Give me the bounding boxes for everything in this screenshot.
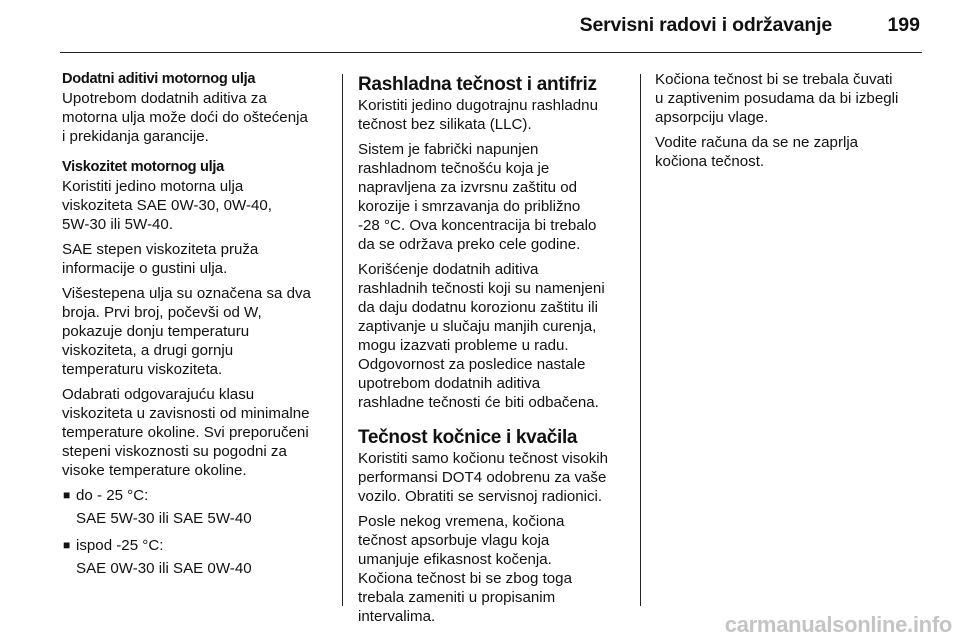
column-2: [358, 74, 630, 632]
text-line: vozilo. Obratiti se servisnoj radionici.: [358, 488, 603, 505]
square-bullet-icon: ■: [63, 538, 71, 552]
list-item: [62, 536, 334, 555]
bullet-label: ispod -25 °C:: [76, 537, 164, 554]
text-line: zaptivanje u slučaju manjih curenja,: [358, 318, 597, 335]
column-1: [62, 70, 334, 586]
text-line: Vodite računa da se ne zaprlja: [655, 134, 859, 151]
text-line: da daju dodatnu korozionu zaštitu ili: [358, 299, 598, 316]
text-line: tečnost apsorbuje vlagu koja: [358, 532, 550, 549]
text-line: performansi DOT4 odobrenu za vaše: [358, 469, 607, 486]
text-line: Koristiti samo kočionu tečnost visokih: [358, 450, 608, 467]
text-line: rashladnih tečnosti koji su namenjeni: [358, 280, 605, 297]
text-line: Višestepena ulja su označena sa dva: [62, 285, 311, 302]
text-line: umanjuje efikasnost kočenja.: [358, 551, 552, 568]
page-number: 199: [887, 14, 920, 36]
text-line: trebala zameniti u propisanim: [358, 589, 556, 606]
paragraph: [358, 140, 630, 254]
text-line: tečnost bez silikata (LLC).: [358, 116, 532, 133]
paragraph: [358, 96, 630, 134]
text-line: upotrebom dodatnih aditiva: [358, 375, 541, 392]
text-line: kočiona tečnost.: [655, 153, 765, 170]
text-line: Korišćenje dodatnih aditiva: [358, 261, 539, 278]
paragraph: [655, 70, 925, 127]
text-line: apsorpciju vlage.: [655, 109, 769, 126]
paragraph: [62, 177, 334, 234]
text-line: motorna ulja može doći do oštećenja: [62, 109, 308, 126]
text-line: u zaptivenim posudama da bi izbegli: [655, 90, 899, 107]
section-heading-oil-additives: Dodatni aditivi motornog ulja: [62, 71, 256, 87]
paragraph: [358, 260, 630, 412]
text-line: -28 °C. Ova koncentracija bi trebalo: [358, 217, 597, 234]
section-heading-oil-viscosity: Viskozitet motornog ulja: [62, 159, 224, 175]
text-line: Koristiti jedino motorna ulja: [62, 178, 244, 195]
bullet-value: SAE 0W-30 ili SAE 0W-40: [76, 560, 252, 577]
text-line: viskoziteta u zavisnosti od minimalne: [62, 405, 310, 422]
text-line: Odabrati odgovarajuću klasu: [62, 386, 255, 403]
text-line: temperaturu viskoziteta.: [62, 361, 223, 378]
text-line: Koristiti jedino dugotrajnu rashladnu: [358, 97, 598, 114]
text-line: Odgovornost za posledice nastale: [358, 356, 586, 373]
text-line: Sistem je fabrički napunjen: [358, 141, 539, 158]
text-line: rashladnom tečnošću koja je: [358, 160, 550, 177]
paragraph: [655, 133, 925, 171]
text-line: Upotrebom dodatnih aditiva za: [62, 90, 267, 107]
text-line: informacije o gustini ulja.: [62, 260, 228, 277]
text-line: mogu izazvati probleme u radu.: [358, 337, 569, 354]
paragraph: [358, 449, 630, 506]
text-line: pokazuje donju temperaturu: [62, 323, 250, 340]
section-heading-coolant: Rashladna tečnost i antifriz: [358, 74, 597, 95]
paragraph: [62, 240, 334, 278]
watermark: carmanualsonline.info: [724, 612, 952, 637]
text-line: visoke temperature okoline.: [62, 462, 247, 479]
paragraph: [62, 284, 334, 379]
paragraph: [62, 385, 334, 480]
paragraph: [62, 89, 334, 146]
text-line: temperature okoline. Svi preporučeni: [62, 424, 309, 441]
text-line: viskoziteta, a drugi gornju: [62, 342, 234, 359]
text-line: rashladne tečnosti će biti odbačena.: [358, 394, 599, 411]
section-heading-brake-fluid: Tečnost kočnice i kvačila: [358, 427, 578, 448]
text-line: intervalima.: [358, 608, 436, 625]
text-line: broja. Prvi broj, počevši od W,: [62, 304, 262, 321]
text-line: viskoziteta SAE 0W-30, 0W-40,: [62, 197, 273, 214]
column-divider-2: [640, 74, 641, 606]
text-line: stepeni viskoznosti su pogodni za: [62, 443, 287, 460]
text-line: Posle nekog vremena, kočiona: [358, 513, 565, 530]
text-line: Kočiona tečnost bi se trebala čuvati: [655, 71, 893, 88]
paragraph: [358, 512, 630, 626]
page-title: Servisni radovi i održavanje: [579, 14, 832, 36]
bullet-label: do - 25 °C:: [76, 487, 149, 504]
column-divider-1: [342, 74, 343, 606]
bullet-value: SAE 5W-30 ili SAE 5W-40: [76, 510, 252, 527]
column-3: [655, 70, 925, 177]
text-line: napravljena za izvrsnu zaštitu od: [358, 179, 577, 196]
text-line: da se održava preko cele godine.: [358, 236, 581, 253]
header-divider: [60, 52, 922, 53]
text-line: korozije i smrzavanja do približno: [358, 198, 581, 215]
text-line: 5W-30 ili 5W-40.: [62, 216, 174, 233]
text-line: Kočiona tečnost bi se zbog toga: [358, 570, 572, 587]
list-item: [62, 486, 334, 505]
text-line: i prekidanja garancije.: [62, 128, 209, 145]
square-bullet-icon: ■: [63, 488, 71, 502]
text-line: SAE stepen viskoziteta pruža: [62, 241, 259, 258]
